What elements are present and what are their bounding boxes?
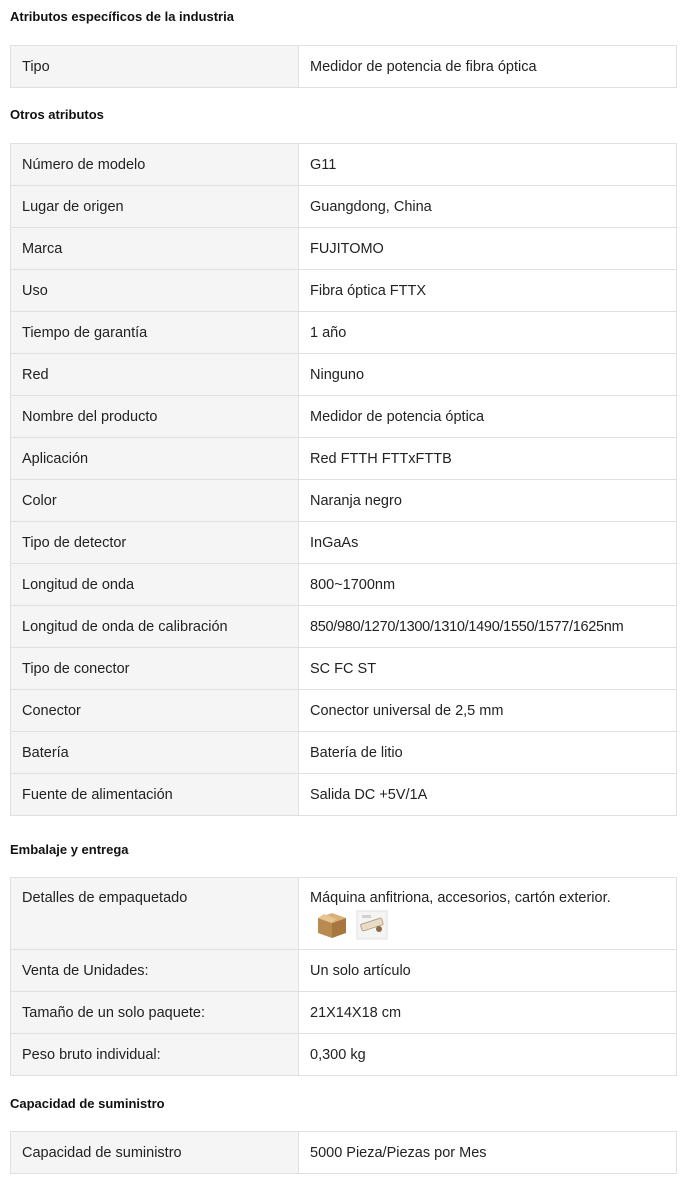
table-row xyxy=(11,992,677,1034)
section-title: Embalaje y entrega xyxy=(10,842,129,857)
table-row xyxy=(11,46,677,88)
table-row xyxy=(11,690,677,732)
table-row xyxy=(11,270,677,312)
attr-key: Marca xyxy=(11,228,299,270)
attr-key: Detalles de empaquetado xyxy=(11,878,299,950)
table-row xyxy=(11,564,677,606)
supply-capacity-table xyxy=(10,1131,677,1174)
attr-key: Tiempo de garantía xyxy=(11,312,299,354)
attr-value: 850/980/1270/1300/1310/1490/1550/1577/1625nm xyxy=(299,606,677,648)
attr-value: Un solo artículo xyxy=(299,950,677,992)
table-row xyxy=(11,438,677,480)
attr-value: Salida DC +5V/1A xyxy=(299,774,677,816)
attr-value: Máquina anfitriona, accesorios, cartón exterior. xyxy=(310,890,611,906)
attr-value: 21X14X18 cm xyxy=(299,992,677,1034)
attr-value: Medidor de potencia óptica xyxy=(299,396,677,438)
attr-key: Tipo xyxy=(11,46,299,88)
attr-key: Fuente de alimentación xyxy=(11,774,299,816)
attr-key: Tipo de conector xyxy=(11,648,299,690)
attr-value: G11 xyxy=(299,144,677,186)
attr-key: Red xyxy=(11,354,299,396)
attr-key: Capacidad de suministro xyxy=(11,1132,299,1174)
table-row xyxy=(11,396,677,438)
section-packaging xyxy=(10,841,129,858)
attr-value-cell xyxy=(299,878,677,950)
attr-value: Guangdong, China xyxy=(299,186,677,228)
section-industry-attributes xyxy=(10,8,234,25)
attr-key: Tamaño de un solo paquete: xyxy=(11,992,299,1034)
section-supply-capacity xyxy=(10,1095,165,1112)
attr-value: Red FTTH FTTxFTTB xyxy=(299,438,677,480)
section-title: Atributos específicos de la industria xyxy=(10,9,234,24)
attr-key: Aplicación xyxy=(11,438,299,480)
attr-value: Batería de litio xyxy=(299,732,677,774)
attr-key: Lugar de origen xyxy=(11,186,299,228)
table-row xyxy=(11,186,677,228)
cardboard-box-icon[interactable] xyxy=(316,910,348,940)
attr-key: Nombre del producto xyxy=(11,396,299,438)
attr-value: Naranja negro xyxy=(299,480,677,522)
attr-key: Uso xyxy=(11,270,299,312)
attr-key: Tipo de detector xyxy=(11,522,299,564)
industry-attributes-table xyxy=(10,45,677,88)
attr-value: 800~1700nm xyxy=(299,564,677,606)
table-row xyxy=(11,354,677,396)
attr-key: Longitud de onda de calibración xyxy=(11,606,299,648)
attr-value: Fibra óptica FTTX xyxy=(299,270,677,312)
attr-value: Medidor de potencia de fibra óptica xyxy=(299,46,677,88)
attr-value: InGaAs xyxy=(299,522,677,564)
table-row xyxy=(11,606,677,648)
attr-key: Color xyxy=(11,480,299,522)
table-row xyxy=(11,732,677,774)
table-row xyxy=(11,228,677,270)
table-row xyxy=(11,878,677,950)
table-row xyxy=(11,480,677,522)
attr-key: Longitud de onda xyxy=(11,564,299,606)
table-row xyxy=(11,144,677,186)
section-other-attributes xyxy=(10,106,104,123)
attr-value: Ninguno xyxy=(299,354,677,396)
table-row xyxy=(11,312,677,354)
table-row xyxy=(11,648,677,690)
other-attributes-table xyxy=(10,143,677,816)
accessories-icon[interactable] xyxy=(356,910,388,940)
table-row xyxy=(11,1132,677,1174)
packaging-table xyxy=(10,877,677,1076)
section-title: Otros atributos xyxy=(10,107,104,122)
attr-value: 0,300 kg xyxy=(299,1034,677,1076)
attr-value: 1 año xyxy=(299,312,677,354)
table-row xyxy=(11,1034,677,1076)
attr-value: Conector universal de 2,5 mm xyxy=(299,690,677,732)
table-row xyxy=(11,950,677,992)
attr-key: Venta de Unidades: xyxy=(11,950,299,992)
attr-value: 5000 Pieza/Piezas por Mes xyxy=(299,1132,677,1174)
section-title: Capacidad de suministro xyxy=(10,1096,165,1111)
table-row xyxy=(11,774,677,816)
attr-value: FUJITOMO xyxy=(299,228,677,270)
attr-key: Peso bruto individual: xyxy=(11,1034,299,1076)
table-row xyxy=(11,522,677,564)
package-images xyxy=(310,910,665,940)
attr-key: Batería xyxy=(11,732,299,774)
attr-key: Conector xyxy=(11,690,299,732)
attr-key: Número de modelo xyxy=(11,144,299,186)
attr-value: SC FC ST xyxy=(299,648,677,690)
